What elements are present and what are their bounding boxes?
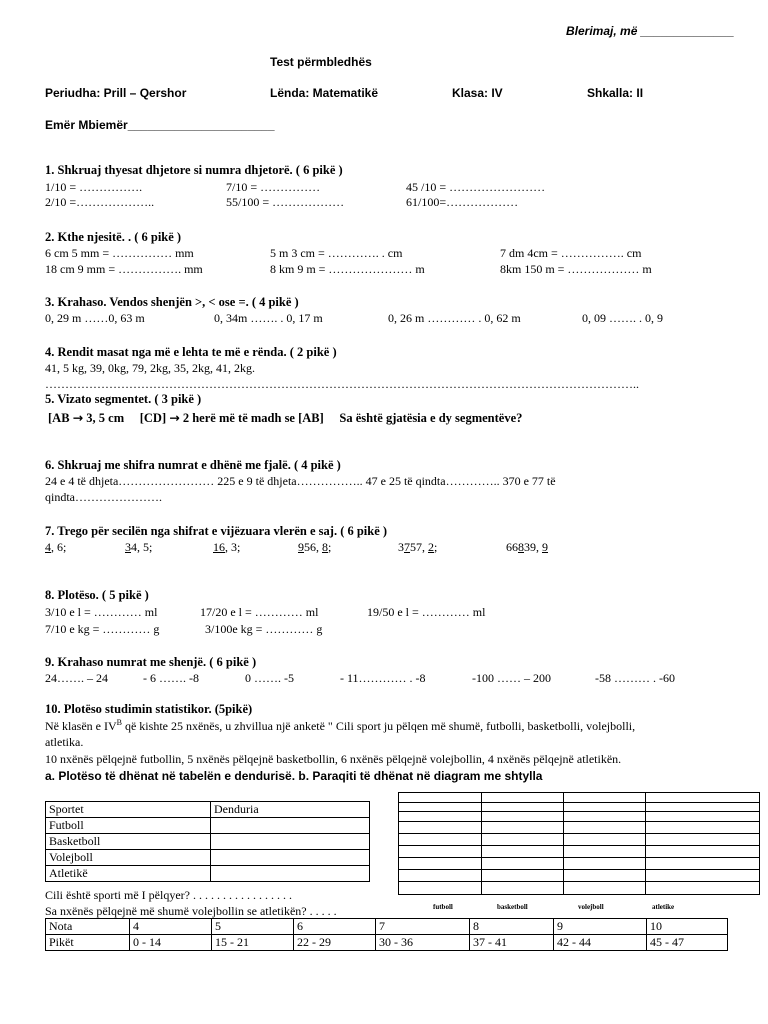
q5-heading: 5. Vizato segmentet. ( 3 pikë ) xyxy=(45,392,202,406)
table-cell: 22 - 29 xyxy=(294,935,376,951)
cd-label: [CD] xyxy=(139,411,167,425)
q9-item[interactable]: 24……. – 24 xyxy=(45,671,108,685)
bar-chart-grid[interactable] xyxy=(398,792,760,895)
grading-table xyxy=(45,918,728,951)
q8-heading: 8. Plotëso. ( 5 pikë ) xyxy=(45,588,149,602)
table-cell: 8 xyxy=(470,919,554,935)
school-date-line: Blerimaj, më ______________ xyxy=(566,24,735,38)
grid-line xyxy=(399,811,759,812)
grid-line xyxy=(399,857,759,858)
q1-item[interactable]: 2/10 =……………….. xyxy=(45,195,155,209)
student-name-line[interactable]: Emër Mbiemër______________________ xyxy=(45,118,275,132)
test-title: Test përmbledhës xyxy=(270,55,372,69)
q6-heading: 6. Shkruaj me shifra numrat e dhënë me fjalë. ( 4 pikë ) xyxy=(45,458,341,472)
period-label: Periudha: Prill – Qershor xyxy=(45,86,187,100)
table-cell: Pikët xyxy=(46,935,130,951)
q2-item[interactable]: 8km 150 m = ……………… m xyxy=(500,262,652,276)
sport-cell: Volejboll xyxy=(46,850,211,866)
grid-line xyxy=(399,821,759,822)
q3-item[interactable]: 0, 29 m ……0, 63 m xyxy=(45,311,145,325)
q7-item[interactable]: 34, 5; xyxy=(125,540,153,554)
table-row xyxy=(46,935,728,951)
table-cell: Nota xyxy=(46,919,130,935)
level-label: Shkalla: II xyxy=(587,86,644,100)
frequency-cell[interactable] xyxy=(211,866,370,882)
q4-heading: 4. Rendit masat nga më e lehta te më e rënda. ( 2 pikë ) xyxy=(45,345,337,359)
q7-heading: 7. Trego për secilën nga shifrat e vijëzuara vlerën e saj. ( 6 pikë ) xyxy=(45,524,388,538)
q9-heading: 9. Krahaso numrat me shenjë. ( 6 pikë ) xyxy=(45,655,257,669)
q10-paragraph: atletika. xyxy=(45,735,84,749)
sport-cell: Futboll xyxy=(46,818,211,834)
q2-item[interactable]: 8 km 9 m = ………………… m xyxy=(270,262,425,276)
q9-item[interactable]: - 11………… . -8 xyxy=(340,671,426,685)
q4-answer-line[interactable]: ………………………………………………………………………………………………………………………………….. xyxy=(45,377,639,391)
table-row xyxy=(46,834,370,850)
cd-description: 2 herë më të madh se [AB] xyxy=(182,411,324,425)
q3-heading: 3. Krahaso. Vendos shenjën >, < ose =. ( 4 pikë ) xyxy=(45,295,299,309)
q10-paragraph: Në klasën e $IV^B$ që kishte 25 nxënës, u zhvillua një anketë " Cili sport ju pëlqen më shumë, futbolli, basketbolli, volejbolli, xyxy=(45,718,636,733)
table-row xyxy=(46,802,370,818)
table-cell: 0 - 14 xyxy=(130,935,212,951)
q1-item[interactable]: 55/100 = ……………… xyxy=(226,195,345,209)
grid-line xyxy=(481,793,482,894)
table-cell: 42 - 44 xyxy=(554,935,647,951)
arrow-right-icon: → xyxy=(72,410,84,425)
frequency-cell[interactable] xyxy=(211,818,370,834)
grid-line xyxy=(399,845,759,846)
table-header-cell: Sportet xyxy=(46,802,211,818)
frequency-table xyxy=(45,801,370,882)
q10-tasks: a. Plotëso të dhënat në tabelën e dendurisë. b. Paraqiti të dhënat në diagram me shtylla xyxy=(45,769,543,783)
grid-line xyxy=(399,833,759,834)
q2-item[interactable]: 5 m 3 cm = …………. . cm xyxy=(270,246,403,260)
q2-heading: 2. Kthe njesitë. . ( 6 pikë ) xyxy=(45,230,182,244)
q8-item[interactable]: 7/10 e kg = ………… g xyxy=(45,622,160,636)
table-cell: 5 xyxy=(212,919,294,935)
grid-line xyxy=(399,869,759,870)
q1-item[interactable]: 61/100=……………… xyxy=(406,195,519,209)
q3-item[interactable]: 0, 09 ……. . 0, 9 xyxy=(582,311,663,325)
q9-item[interactable]: - 6 ……. -8 xyxy=(143,671,199,685)
class-label: Klasa: IV xyxy=(452,86,503,100)
q2-item[interactable]: 6 cm 5 mm = …………… mm xyxy=(45,246,194,260)
q5-instruction xyxy=(48,410,522,426)
subject-label: Lënda: Matematikë xyxy=(270,86,379,100)
table-row xyxy=(46,818,370,834)
q10-question[interactable]: Cili është sporti më I pëlqyer? . . . . . . . . . . . . . . . . . xyxy=(45,888,292,902)
grid-line xyxy=(399,881,759,882)
table-cell: 4 xyxy=(130,919,212,935)
sport-cell: Atletikë xyxy=(46,866,211,882)
table-row xyxy=(46,866,370,882)
chart-category-label: futboll xyxy=(433,903,453,911)
frequency-cell[interactable] xyxy=(211,850,370,866)
q7-item[interactable]: 4, 6; xyxy=(45,540,67,554)
q5-question: Sa është gjatësia e dy segmentëve? xyxy=(339,411,523,425)
table-header-cell: Denduria xyxy=(211,802,370,818)
chart-category-label: basketboll xyxy=(497,903,528,911)
q7-item[interactable]: 956, 8; xyxy=(298,540,332,554)
q10-paragraph: 10 nxënës pëlqejnë futbollin, 5 nxënës pëlqejnë basketbollin, 6 nxënës pëlqejnë volejbollin, 4 nxënës pëlqejnë atletikën. xyxy=(45,752,622,766)
q9-item[interactable]: -58 ……… . -60 xyxy=(595,671,675,685)
q2-item[interactable]: 7 dm 4cm = ……………. cm xyxy=(500,246,642,260)
table-cell: 7 xyxy=(376,919,470,935)
table-cell: 30 - 36 xyxy=(376,935,470,951)
q9-item[interactable]: 0 ……. -5 xyxy=(245,671,294,685)
q8-item[interactable]: 3/100e kg = ………… g xyxy=(205,622,323,636)
q10-heading: 10. Plotëso studimin statistikor. (5pikë) xyxy=(45,702,253,716)
table-row xyxy=(46,919,728,935)
q3-item[interactable]: 0, 34m ……. . 0, 17 m xyxy=(214,311,323,325)
table-cell: 6 xyxy=(294,919,376,935)
q1-heading: 1. Shkruaj thyesat dhjetore si numra dhjetorë. ( 6 pikë ) xyxy=(45,163,343,177)
q1-item[interactable]: 1/10 = ……………. xyxy=(45,180,143,194)
table-cell: 10 xyxy=(647,919,728,935)
q10-question[interactable]: Sa nxënës pëlqejnë më shumë volejbollin se atletikën? . . . . . xyxy=(45,904,337,918)
chart-category-label: volejboll xyxy=(578,903,604,911)
q8-item[interactable]: 17/20 e l = ………… ml xyxy=(200,605,319,619)
grid-line xyxy=(399,802,759,803)
q7-item[interactable]: 66839, 9 xyxy=(506,540,548,554)
q6-line[interactable]: qindta…………………. xyxy=(45,490,162,504)
arrow-right-icon: → xyxy=(169,410,180,425)
table-cell: 37 - 41 xyxy=(470,935,554,951)
q1-item[interactable]: 7/10 = …………… xyxy=(226,180,321,194)
q8-item[interactable]: 3/10 e l = ………… ml xyxy=(45,605,158,619)
q4-masses: 41, 5 kg, 39, 0kg, 79, 2kg, 35, 2kg, 41, 2kg. xyxy=(45,361,255,375)
q2-item[interactable]: 18 cm 9 mm = ……………. mm xyxy=(45,262,203,276)
q6-line[interactable]: 24 e 4 të dhjeta…………………… 225 e 9 të dhjeta…………….. 47 e 25 të qindta………….. 370 e 77 të xyxy=(45,474,556,488)
q8-item[interactable]: 19/50 e l = ………… ml xyxy=(367,605,486,619)
table-cell: 9 xyxy=(554,919,647,935)
q7-item[interactable]: 16, 3; xyxy=(213,540,241,554)
q3-item[interactable]: 0, 26 m ………… . 0, 62 m xyxy=(388,311,521,325)
grid-line xyxy=(563,793,564,894)
q7-item[interactable]: 3757, 2; xyxy=(398,540,438,554)
table-row xyxy=(46,850,370,866)
q1-item[interactable]: 45 /10 = …………………… xyxy=(406,180,546,194)
grid-line xyxy=(645,793,646,894)
ab-length: 3, 5 cm xyxy=(86,411,125,425)
chart-category-label: atletike xyxy=(652,903,675,911)
sport-cell: Basketboll xyxy=(46,834,211,850)
table-cell: 15 - 21 xyxy=(212,935,294,951)
table-cell: 45 - 47 xyxy=(647,935,728,951)
q9-item[interactable]: -100 …… – 200 xyxy=(472,671,551,685)
ab-label: [AB xyxy=(48,411,70,425)
frequency-cell[interactable] xyxy=(211,834,370,850)
